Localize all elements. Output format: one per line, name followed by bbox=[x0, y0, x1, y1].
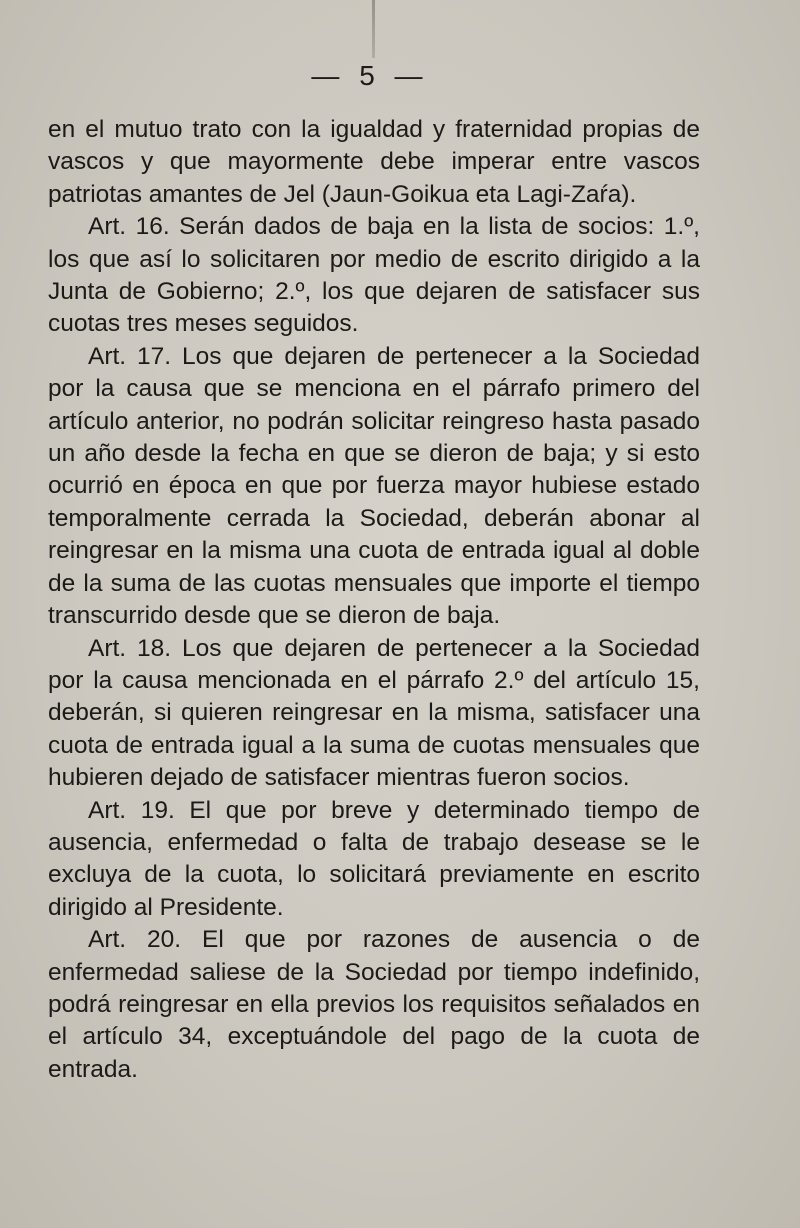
page-body bbox=[48, 114, 700, 1086]
paragraph-continuation: en el mutuo trato con la igualdad y fraternidad propias de vascos y que mayormente debe imperar entre vascos patriotas amantes de Jel (Jaun-Goikua eta Lagi-Zaŕa). bbox=[48, 116, 700, 208]
paragraph-art-20: Art. 20. El que por razones de ausencia o de enfermedad saliese de la Sociedad por tiempo indefinido, podrá reingresar en ella previos los requisitos señalados en el artículo 34, exceptuándole del pago de la cuota de entrada. bbox=[48, 926, 700, 1083]
paragraph-art-17: Art. 17. Los que dejaren de pertenecer a la Sociedad por la causa que se menciona en el párrafo primero del artículo anterior, no podrán solicitar reingreso hasta pasado un año desde la fecha en que se dieron de baja; y si esto ocurrió en época en que por fuerza mayor hubiese estado temporalmente cerrada la Sociedad, deberán abonar al reingresar en la misma una cuota de entrada igual al doble de la suma de las cuotas mensuales que importe el tiempo transcurrido desde que se dieron de baja. bbox=[48, 342, 700, 630]
page-number: — 5 — bbox=[311, 60, 429, 91]
page-fold-mark bbox=[372, 0, 375, 58]
paragraph-art-16: Art. 16. Serán dados de baja en la lista de socios: 1.º, los que así lo solicitaren por medio de escrito dirigido a la Junta de Gobierno; 2.º, los que dejaren de satisfacer sus cuotas tres meses seguidos. bbox=[48, 213, 700, 338]
paragraph-art-18: Art. 18. Los que dejaren de pertenecer a la Sociedad por la causa mencionada en el párrafo 2.º del artículo 15, deberán, si quieren reingresar en la misma, satisfacer una cuota de entrada igual a la suma de cuotas mensuales que hubieren dejado de satisfacer mientras fueron socios. bbox=[48, 634, 700, 792]
paragraph-art-19: Art. 19. El que por breve y determinado tiempo de ausencia, enfermedad o falta de trabajo desease se le excluya de la cuota, lo solicitará previamente en escrito dirigido al Presidente. bbox=[48, 796, 700, 921]
